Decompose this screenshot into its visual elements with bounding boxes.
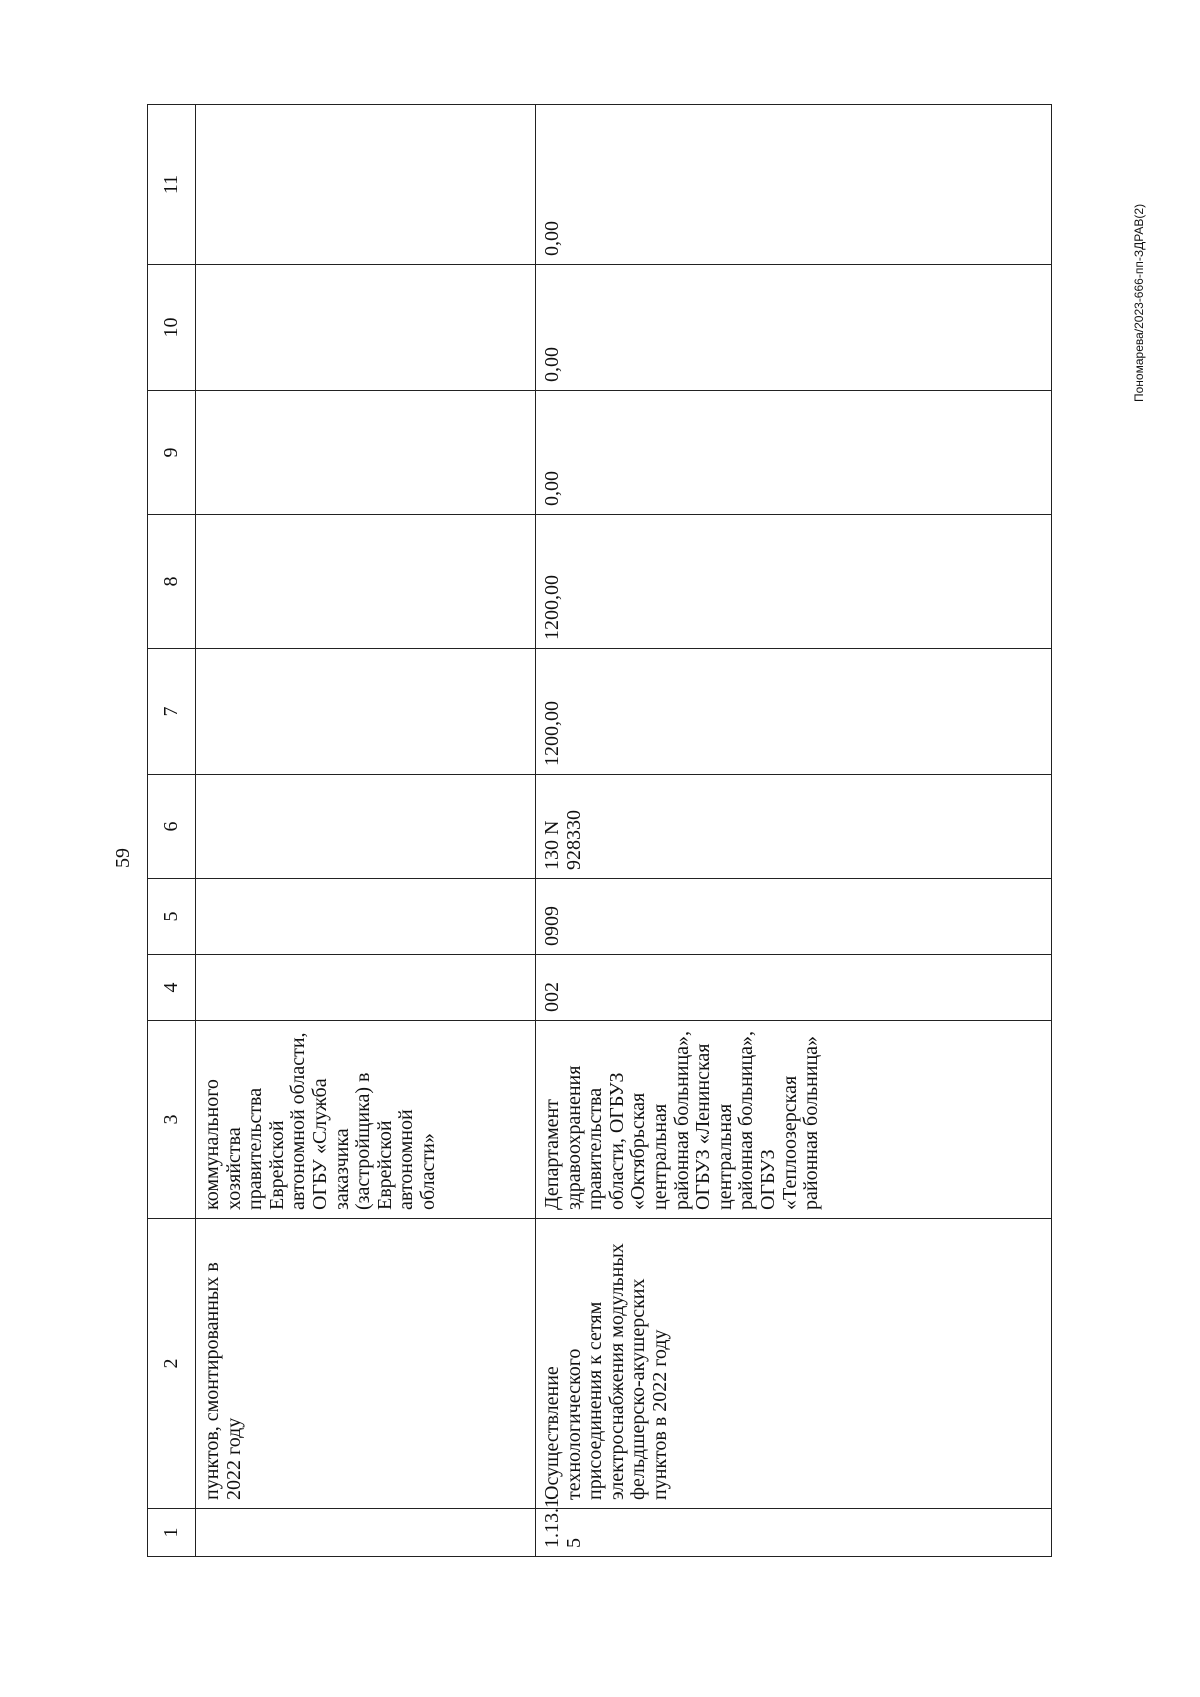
responsible-executor: коммунального хозяйства правительства Еврейской автономной области, ОГБУ «Служба заказчика (застройщика) в Еврейской автономной области»: [196, 1021, 536, 1219]
column-number-row: [148, 105, 196, 1557]
column-number: 3: [148, 1021, 196, 1219]
column-number: 9: [148, 391, 196, 515]
column-number: 8: [148, 515, 196, 649]
rotated-table-container: [147, 105, 1052, 1557]
column-number: 11: [148, 105, 196, 265]
table-row: [196, 105, 536, 1557]
amount-cell: [196, 649, 536, 775]
item-number: 1.13.1. 5: [536, 1509, 1052, 1557]
amount-cell: [196, 391, 536, 515]
code-cell: [196, 775, 536, 879]
column-number: 4: [148, 955, 196, 1021]
code-cell: 0909: [536, 879, 1052, 955]
code-cell: 130 N 928330: [536, 775, 1052, 879]
amount-cell: 1200,00: [536, 649, 1052, 775]
document-code: Пономарева/2023-666-пп-ЗДРАВ(2): [1132, 203, 1146, 402]
column-number: 5: [148, 879, 196, 955]
amount-cell: 0,00: [536, 265, 1052, 391]
column-number: 6: [148, 775, 196, 879]
column-number: 10: [148, 265, 196, 391]
amount-cell: 0,00: [536, 391, 1052, 515]
column-number: 7: [148, 649, 196, 775]
amount-cell: 0,00: [536, 105, 1052, 265]
budget-table: [147, 104, 1052, 1557]
page-number: 59: [112, 848, 134, 868]
amount-cell: [196, 105, 536, 265]
responsible-executor: Департамент здравоохранения правительства области, ОГБУЗ «Октябрьская центральная районная больница», ОГБУЗ «Ленинская центральная районная больница», ОГБУЗ «Теплоозерская районная больница»: [536, 1021, 1052, 1219]
amount-cell: 1200,00: [536, 515, 1052, 649]
code-cell: [196, 955, 536, 1021]
item-description: Осуществление технологического присоединения к сетям электроснабжения модульных фельдшерско-акушерских пунктов в 2022 году: [536, 1219, 1052, 1509]
amount-cell: [196, 515, 536, 649]
column-number: 2: [148, 1219, 196, 1509]
column-number: 1: [148, 1509, 196, 1557]
code-cell: [196, 879, 536, 955]
amount-cell: [196, 265, 536, 391]
item-number: [196, 1509, 536, 1557]
item-description: пунктов, смонтированных в 2022 году: [196, 1219, 536, 1509]
code-cell: 002: [536, 955, 1052, 1021]
table-row: [536, 105, 1052, 1557]
